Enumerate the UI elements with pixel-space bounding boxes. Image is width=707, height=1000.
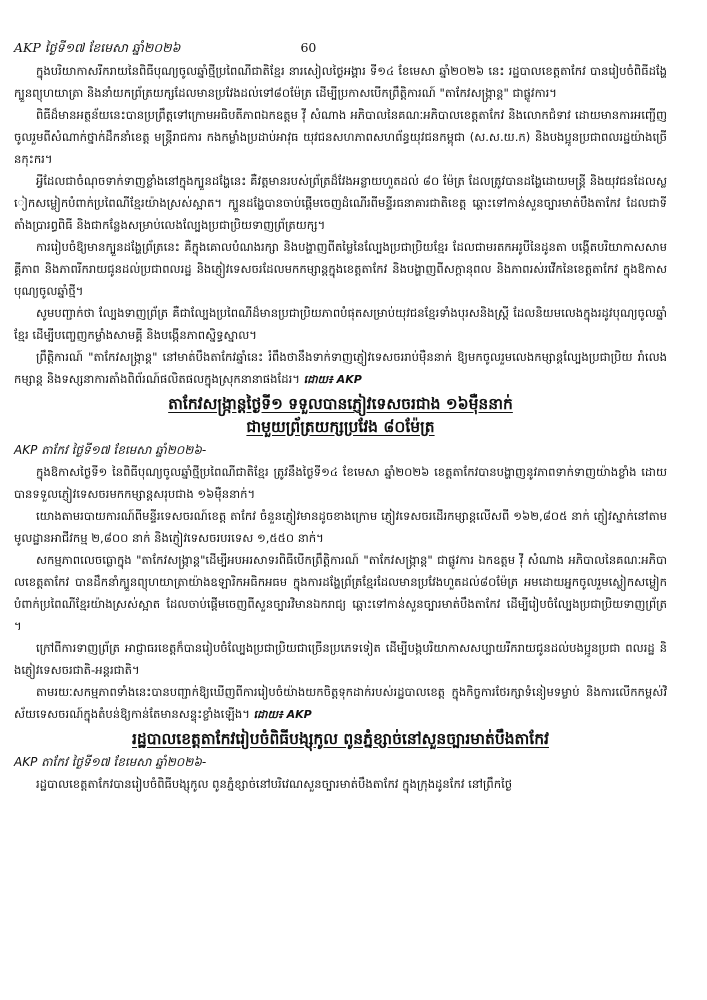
article-1-last-paragraph (14, 346, 667, 391)
article-2-byline: ដោយ៖ AKP (253, 708, 312, 721)
article-2-headline (14, 393, 667, 439)
article-2-paragraph: សកម្មភាពលេចធ្លោក្នុង "តាកែវសង្ក្រាន្ត"ដើម្បីអបអរសាទរពិធីបើកព្រឹត្តិការណ៍ "តាកែវសង្ក្រាន្ត" ជាផ្លូវការ ឯកឧត្តម វ៉ី សំណាង អភិបាលនៃគណៈអភិបាលខេត្តតាកែវ បានដឹកនាំក្បួនព្យុហយាត្រាយ៉ាងឧឡារិកអធិកអធម ក្នុងការដង្ហែព្រ័ត្រខ្មែរដែលមានប្រវែងហួតដល់៨០ម៉ែត្រ អមដោយអ្នកចូលរួមស្លៀកសម្លៀកបំពាក់ប្រពៃណីខ្មែរយ៉ាងស្រស់ស្អាត ដែលចាប់ផ្តើមចេញពីសួនច្បារវិមានឯករាជ្យ ឆ្ពោះទៅកាន់សួនច្បារមាត់បឹងតាកែវ ដើម្បីរៀបចំល្បែងប្រជាប្រិយទាញព្រ័ត្រ។ (14, 553, 667, 633)
article-1-paragraph: សូមបញ្ជាក់ថា ល្បែងទាញព្រ័ត្រ គឺជាល្បែងប្រពៃណីដ៏មានប្រជាប្រិយភាពបំផុតសម្រាប់យុវជនខ្មែរទាំងបុរសនិងស្ត្រី ដែលនិយមលេងក្នុងរដូវបុណ្យចូលឆ្នាំខ្មែរ ដើម្បីបញ្ចេញកម្លាំងសាមគ្គី និងបង្កើនភាពស្និទ្ធស្នាល។ (14, 306, 667, 342)
article-3-dateline: AKP តាកែវ ថ្ងៃទី១៧ ខែមេសា ឆ្នាំ២០២៦- (14, 755, 207, 769)
article-2-dateline: AKP តាកែវ ថ្ងៃទី១៧ ខែមេសា ឆ្នាំ២០២៦- (14, 443, 207, 457)
article-3-headline: រដ្ឋបាលខេត្តតាកែវរៀបចំពិធីបង្សុកូល ពូនភ្នំខ្សាច់នៅសួនច្បារមាត់បឹងតាកែវ (132, 730, 549, 748)
article-1-paragraph-text: ព្រឹត្តិការណ៍ "តាកែវសង្ក្រាន្ត" នៅមាត់បឹងតាកែវឆ្នាំនេះ រំពឹងថានឹងទាក់ទាញភ្ញៀវទេសចររាប់ម៉ឺននាក់ ឱ្យមកចូលរួមលេងកម្សាន្តល្បែងប្រជាប្រិយ រាំលេងកម្សាន្ត និងទស្សនាការតាំងពិព័រណ៍ផលិតផលក្នុងស្រុកនានាផងដែរ។ (14, 350, 667, 386)
article-2 (14, 393, 667, 726)
article-1-paragraph: អ្វីដែលជាចំណុចទាក់ទាញខ្លាំងនៅក្នុងក្បួនដង្ហែនេះ គឺវត្តមានរបស់ព្រ័ត្រដ៏វែងអន្លាយហួតដល់ ៨០ ម៉ែត្រ ដែលត្រូវបានដង្ហែដោយមន្ត្រី និងយុវជនដែលស្លៀកសម្លៀកបំពាក់ប្រពៃណីខ្មែរយ៉ាងស្រស់ស្អាត។ ក្បួនដង្ហែបានចាប់ផ្តើមចេញដំណើរពីមន្ទីរធនាគារជាតិខេត្ត ឆ្ពោះទៅកាន់សួនច្បារមាត់បឹងតាកែវ ដែលជាទីតាំងប្រារព្ធពិធី និងជាកន្លែងសម្រាប់លេងល្បែងប្រជាប្រិយទាញព្រ័ត្រយក្ស។ (14, 174, 667, 232)
article-3 (14, 728, 667, 795)
article-3-paragraph: រដ្ឋបាលខេត្តតាកែវបានរៀបចំពិធីបង្សុកូល ពូនភ្នំខ្សាច់នៅបរិវេណសួនច្បារមាត់បឹងតាកែវ ក្នុងក្រុងដូនកែវ នៅព្រឹកថ្ងៃ (36, 777, 513, 791)
article-1-byline: ដោយ៖ AKP (303, 373, 362, 386)
article-2-paragraph-text: តាមរយៈសកម្មភាពទាំងនេះបានបញ្ជាក់ឱ្យឃើញពីការរៀបចំយ៉ាងយកចិត្តទុកដាក់របស់រដ្ឋបាលខេត្ត ក្នុងកិច្ចការថែរក្សាទំនៀមទម្លាប់ និងការលើកកម្ពស់វិស័យទេសចរណ៍ក្នុងតំបន់ឱ្យកាន់តែមានសន្ទុះខ្លាំងឡើង។ (14, 685, 667, 721)
article-2-headline-line-2: ជាមួយព្រ័ត្រយក្សប្រវែង ៨០ម៉ែត្រ (246, 418, 435, 436)
article-2-paragraph: ក្រៅពីការទាញព្រ័ត្រ អាជ្ញាធរខេត្តក៏បានរៀបចំល្បែងប្រជាប្រិយជាច្រើនប្រភេទទៀត ដើម្បីបង្កបរិយាកាសសប្បាយរីករាយជូនដល់បងប្អូនប្រជា ពលរដ្ឋ និងភ្ញៀវទេសចរជាតិ-អន្តរជាតិ។ (14, 641, 667, 677)
article-2-paragraph: ក្នុងឱកាសថ្ងៃទី១ នៃពិធីបុណ្យចូលឆ្នាំថ្មីប្រពៃណីជាតិខ្មែរ ត្រូវនឹងថ្ងៃទី១៤ ខែមេសា ឆ្នាំ២០២៦ ខេត្តតាកែវបានបង្ហាញនូវភាពទាក់ទាញយ៉ាងខ្លាំង ដោយបានទទួលភ្ញៀវទេសចរមកកម្សាន្តសរុបជាង ១៦ម៉ឺននាក់។ (14, 465, 667, 501)
article-1-paragraph: ពិធីដ៏មានអត្ថន័យនេះបានប្រព្រឹត្តទៅក្រោមអធិបតីភាពឯកឧត្តម វ៉ី សំណាង អភិបាលនៃគណៈអភិបាលខេត្តតាកែវ និងលោកជំទាវ ដោយមានការអញ្ជើញចូលរួមពីសំណាក់ថ្នាក់ដឹកនាំខេត្ត មន្ត្រីរាជការ កងកម្លាំងប្រដាប់អាវុធ យុវជនសហភាពសហព័ន្ធយុវជនកម្ពុជា (ស.ស.យ.ក) និងបងប្អូនប្រជាពលរដ្ឋយ៉ាងច្រើនកុះករ។ (14, 108, 667, 166)
article-1-paragraph: ការរៀបចំឱ្យមានក្បួនដង្ហែព្រ័ត្រនេះ គឺក្នុងគោលបំណងរក្សា និងបង្ហាញពីតម្លៃនៃល្បែងប្រជាប្រិយខ្មែរ ដែលជាមរតកអរូបីនៃដូនតា បង្កើតបរិយាកាសសាមគ្គីភាព និងភាពរីករាយជូនដល់ប្រជាពលរដ្ឋ និងភ្ញៀវទេសចរដែលមកកម្សាន្តក្នុងខេត្តតាកែវ និងបង្ហាញពីសក្តានុពល និងភាពរស់រវើកនៃខេត្តតាកែវ ក្នុងឱកាសបុណ្យចូលឆ្នាំថ្មី។ (14, 240, 667, 298)
article-1 (14, 60, 667, 391)
article-2-headline-line-1: តាកែវសង្ក្រាន្តថ្ងៃទី១ ទទួលបានភ្ញៀវទេសចរជាង ១៦ម៉ឺននាក់ (168, 395, 513, 413)
header-dateline: AKP ថ្ងៃទី១៧ ខែមេសា ឆ្នាំ២០២៦ (14, 40, 181, 55)
article-2-last-paragraph (14, 681, 667, 726)
article-1-paragraph: ក្នុងបរិយាកាសរីករាយនៃពិធីបុណ្យចូលឆ្នាំថ្មីប្រពៃណីជាតិខ្មែរ នារសៀលថ្ងៃអង្គារ ទី១៤ ខែមេសា ឆ្នាំ២០២៦ នេះ រដ្ឋបាលខេត្តតាកែវ បានរៀបចំពិធីដង្ហែក្បួនព្យុហយាត្រា និងនាំយកព្រ័ត្រយក្សដែលមានប្រវែងដល់ទៅ៨០ម៉ែត្រ ដើម្បីប្រកាសបើកព្រឹត្តិការណ៍ "តាកែវសង្ក្រាន្ត" ជាផ្លូវការ។ (14, 64, 667, 100)
article-2-paragraph: យោងតាមរបាយការណ៍ពីមន្ទីរទេសចរណ៍ខេត្ត តាកែវ ចំនួនភ្ញៀវមានដូចខាងក្រោម ភ្ញៀវទេសចរដើរកម្សាន្តលើសពី ១៦២,៨០៥ នាក់ ភ្ញៀវស្នាក់នៅតាមមូលដ្ឋានអាជីវកម្ម ២,៨០០ នាក់ និងភ្ញៀវទេសចរបរទេស ១,៥៥០ នាក់។ (14, 509, 667, 545)
page-number: 60 (300, 40, 317, 55)
page-header (14, 38, 667, 58)
